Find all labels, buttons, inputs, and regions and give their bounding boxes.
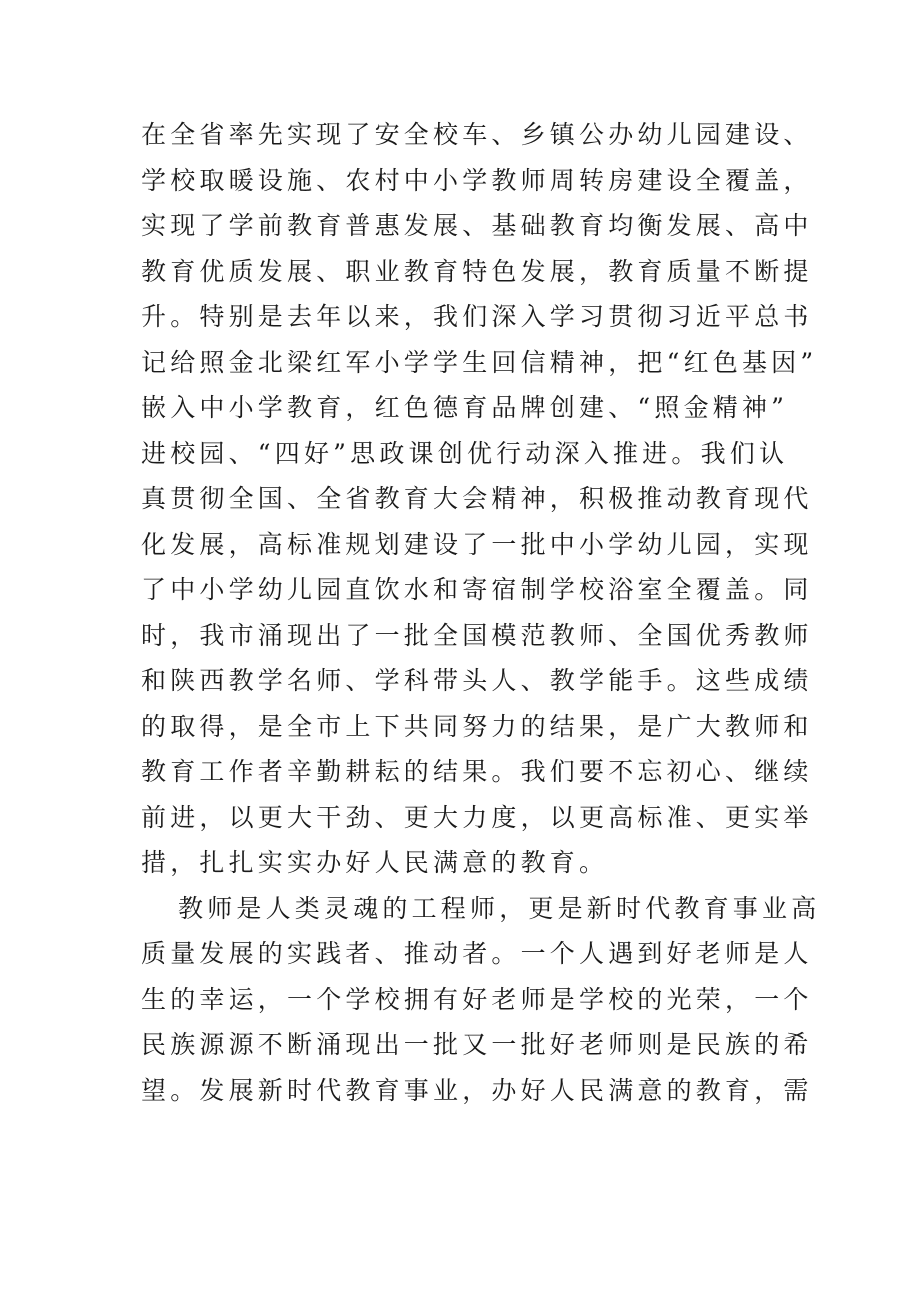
text-line: 进校园、“四好”思政课创优行动深入推进。我们认	[141, 438, 789, 468]
text-line: 嵌入中小学教育，红色德育品牌创建、“照金精神”	[141, 393, 789, 422]
text-line: 记给照金北梁红军小学学生回信精神，把“红色基因”	[141, 347, 818, 377]
text-line: 教育优质发展、职业教育特色发展，教育质量不断提	[141, 256, 813, 286]
text-line: 真贯彻全国、全省教育大会精神，积极推动教育现代	[141, 484, 813, 513]
text-line: 前进，以更大干劲、更大力度，以更高标准、更实举	[141, 802, 813, 832]
text-line: 措，扎扎实实办好人民满意的教育。	[141, 848, 609, 877]
text-line: 的取得，是全市上下共同努力的结果，是广大教师和	[141, 711, 813, 741]
text-line: 和陕西教学名师、学科带头人、教学能手。这些成绩	[141, 666, 813, 695]
text-line: 实现了学前教育普惠发展、基础教育均衡发展、高中	[141, 211, 813, 240]
text-line: 时，我市涌现出了一批全国模范教师、全国优秀教师	[141, 620, 813, 650]
text-line: 教育工作者辛勤耕耘的结果。我们要不忘初心、继续	[141, 757, 813, 786]
text-line: 升。特别是去年以来，我们深入学习贯彻习近平总书	[141, 302, 813, 331]
text-line: 化发展，高标准规划建设了一批中小学幼儿园，实现	[141, 529, 813, 559]
text-line: 民族源源不断涌现出一批又一批好老师则是民族的希	[141, 1030, 813, 1059]
paragraph	[141, 112, 818, 886]
document-body	[141, 112, 821, 1113]
text-line: 学校取暖设施、农村中小学教师周转房建设全覆盖，	[141, 165, 813, 195]
text-line: 望。发展新时代教育事业，办好人民满意的教育，需	[141, 1075, 813, 1105]
text-line: 教师是人类灵魂的工程师，更是新时代教育事业高	[178, 893, 821, 923]
paragraph	[141, 886, 821, 1114]
text-line: 了中小学幼儿园直饮水和寄宿制学校浴室全覆盖。同	[141, 575, 813, 604]
text-line: 在全省率先实现了安全校车、乡镇公办幼儿园建设、	[141, 120, 813, 149]
text-line: 质量发展的实践者、推动者。一个人遇到好老师是人	[141, 939, 813, 968]
text-line: 生的幸运，一个学校拥有好老师是学校的光荣，一个	[141, 984, 813, 1014]
